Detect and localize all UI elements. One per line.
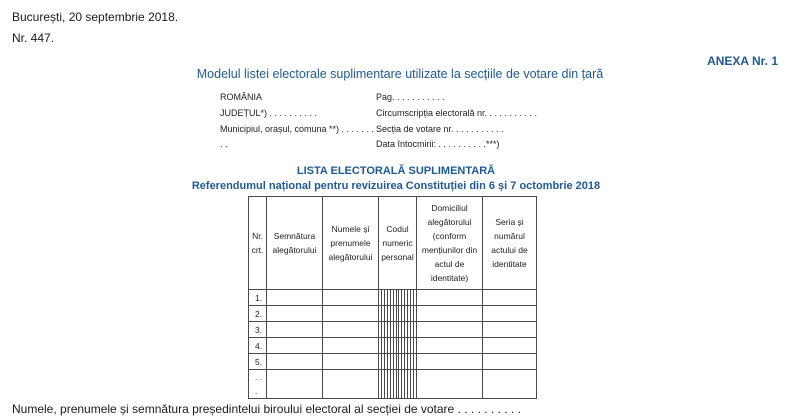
page-field: Pag. . . . . . . . . . . [376,92,445,102]
document-number: Nr. 447. [12,31,55,45]
electoral-list-table [248,196,537,399]
cnp-digit-cells [379,306,417,322]
col-header-cnp: Codul numeric personal [379,197,417,290]
row-number: 3. [249,322,267,338]
row-number: 1. [249,290,267,306]
cnp-digit-cells [379,322,417,338]
table-row [249,354,537,370]
table-row [249,338,537,354]
col-header-signature: Semnătura alegătorului [267,197,323,290]
list-subtitle: Referendumul național pentru revizuirea Constituției din 6 și 7 octombrie 2018 [191,180,601,192]
col-header-domicile: Domiciliul alegătorului (conform mențiunilor din actul de identitate) [417,197,483,290]
list-title: LISTA ELECTORALĂ SUPLIMENTARĂ [296,165,496,177]
table-row [249,370,537,399]
county-field: JUDEȚUL*) . . . . . . . . . . [220,108,318,118]
row-number: 4. [249,338,267,354]
continuation-dots: . . [220,139,228,149]
col-header-name: Numele și prenumele alegătorului [323,197,379,290]
constituency-field: Circumscripția electorală nr. . . . . . . . . . . [376,108,538,118]
row-number: 5. [249,354,267,370]
annex-label: ANEXA Nr. 1 [707,54,778,68]
country-field: ROMÂNIA [220,92,263,102]
col-header-id-series: Seria și numărul actului de identitate [483,197,537,290]
cnp-digit-cells [379,338,417,354]
date-field: Data întocmirii: . . . . . . . . . .***) [376,139,500,149]
polling-station-field: Secția de votare nr. . . . . . . . . . . [376,124,504,134]
table-row [249,306,537,322]
cnp-digit-cells [379,290,417,306]
model-title: Modelul listei electorale suplimentare utilizate la secțiile de votare din țară [196,67,604,81]
table-header-row [249,197,537,290]
municipality-field: Municipiul, orașul, comuna **) . . . . . . . . [220,124,380,134]
place-date: București, 20 septembrie 2018. [12,10,179,24]
cnp-digit-cells [379,354,417,370]
president-signature-line: Numele, prenumele și semnătura președintelui biroului electoral al secției de votare . . . . . . . . . . [12,402,521,416]
row-number: 2. [249,306,267,322]
table-row [249,290,537,306]
table-row [249,322,537,338]
cnp-digit-cells [379,370,417,399]
col-header-nr: Nr. crt. [249,197,267,290]
row-number: . . . [249,370,267,399]
